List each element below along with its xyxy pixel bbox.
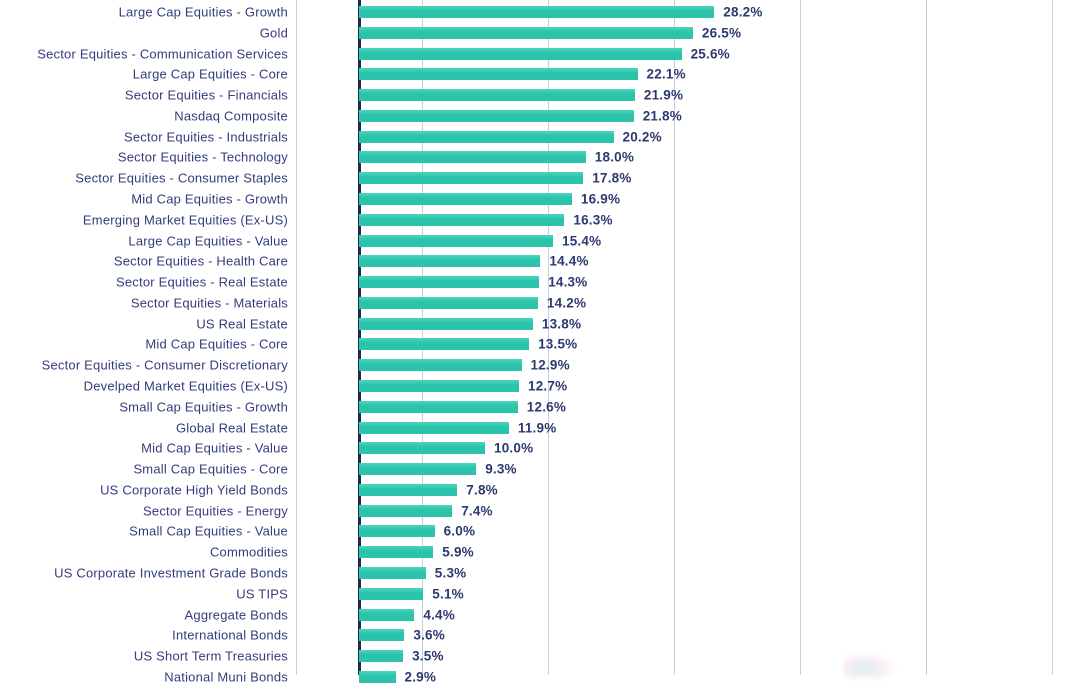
bar (359, 567, 426, 579)
category-label: Sector Equities - Technology (117, 149, 288, 165)
value-label: 14.3% (548, 274, 588, 290)
bar-row (0, 147, 1080, 168)
bar-row (0, 293, 1080, 314)
bar-row (0, 22, 1080, 43)
category-label: US Corporate High Yield Bonds (100, 482, 288, 498)
bar-row (0, 209, 1080, 230)
bar-row (0, 500, 1080, 521)
category-label: Sector Equities - Energy (143, 503, 288, 519)
bar (359, 276, 539, 288)
category-label: Sector Equities - Financials (124, 87, 288, 103)
bar (359, 68, 638, 80)
value-label: 21.9% (643, 87, 684, 103)
bar-row (0, 64, 1080, 85)
value-label: 16.9% (580, 191, 621, 207)
bar (359, 89, 635, 101)
value-label: 7.4% (461, 503, 493, 519)
value-label: 25.6% (690, 46, 730, 62)
value-label: 7.8% (466, 482, 498, 498)
value-label: 13.8% (541, 316, 582, 332)
bar-row (0, 480, 1080, 501)
category-label: US TIPS (236, 586, 288, 602)
bar-row (0, 625, 1080, 646)
category-label: Develped Market Equities (Ex-US) (83, 378, 288, 394)
bar-row (0, 85, 1080, 106)
value-label: 3.6% (413, 627, 445, 643)
bar-row (0, 189, 1080, 210)
bar-row (0, 126, 1080, 147)
value-label: 26.5% (701, 25, 742, 41)
bar (359, 297, 538, 309)
bar (359, 172, 583, 184)
bar (359, 401, 518, 413)
bar-row (0, 106, 1080, 127)
bar (359, 131, 614, 143)
value-label: 28.2% (723, 4, 763, 20)
value-label: 12.7% (528, 378, 568, 394)
category-label: Sector Equities - Communication Services (37, 46, 288, 62)
bar (359, 6, 714, 18)
category-label: Mid Cap Equities - Value (141, 440, 288, 456)
value-label: 12.9% (530, 357, 570, 373)
category-label: Commodities (209, 544, 288, 560)
bar-row (0, 438, 1080, 459)
bar-row (0, 2, 1080, 23)
bar (359, 525, 435, 537)
category-label: Global Real Estate (176, 420, 288, 436)
bar-row (0, 376, 1080, 397)
watermark-smudge (843, 654, 895, 678)
bar (359, 442, 485, 454)
category-label: Sector Equities - Consumer Discretionary (41, 357, 288, 373)
bar (359, 359, 522, 371)
category-label: US Corporate Investment Grade Bonds (54, 565, 288, 581)
value-label: 5.9% (442, 544, 474, 560)
value-label: 2.9% (404, 669, 437, 685)
bar-row (0, 230, 1080, 251)
bar (359, 48, 682, 60)
value-label: 20.2% (622, 129, 662, 145)
bar (359, 193, 572, 205)
category-label: Small Cap Equities - Core (133, 461, 288, 477)
bar-row (0, 542, 1080, 563)
category-label: Aggregate Bonds (184, 607, 288, 623)
category-label: Small Cap Equities - Growth (119, 399, 288, 415)
value-label: 12.6% (526, 399, 567, 415)
bar (359, 318, 533, 330)
bar (359, 27, 693, 39)
bar (359, 546, 433, 558)
bar-row (0, 355, 1080, 376)
value-label: 6.0% (443, 523, 476, 539)
value-label: 18.0% (594, 149, 635, 165)
bar (359, 151, 586, 163)
bar (359, 671, 396, 683)
value-label: 14.4% (549, 253, 589, 269)
category-label: Sector Equities - Industrials (123, 129, 288, 145)
bar-row (0, 272, 1080, 293)
category-label: Mid Cap Equities - Growth (131, 191, 288, 207)
value-label: 10.0% (494, 440, 534, 456)
category-label: US Real Estate (196, 316, 288, 332)
bar (359, 629, 404, 641)
category-label: US Short Term Treasuries (133, 648, 288, 664)
value-label: 13.5% (538, 336, 578, 352)
bar (359, 650, 403, 662)
bar-row (0, 417, 1080, 438)
bar-row (0, 396, 1080, 417)
category-label: Mid Cap Equities - Core (145, 336, 288, 352)
bar (359, 505, 452, 517)
bar-row (0, 43, 1080, 64)
bar (359, 255, 540, 267)
value-label: 17.8% (592, 170, 632, 186)
value-label: 15.4% (562, 233, 602, 249)
bar (359, 110, 634, 122)
bar-row (0, 646, 1080, 667)
category-label: Sector Equities - Health Care (113, 253, 288, 269)
bar-row (0, 604, 1080, 625)
bar-row (0, 251, 1080, 272)
category-label: Large Cap Equities - Growth (118, 4, 288, 20)
value-label: 14.2% (546, 295, 587, 311)
bar (359, 422, 509, 434)
category-label: International Bonds (172, 627, 288, 643)
value-label: 4.4% (423, 607, 455, 623)
category-label: Small Cap Equities - Value (129, 523, 288, 539)
value-label: 22.1% (646, 66, 686, 82)
category-label: Sector Equities - Consumer Staples (75, 170, 288, 186)
bar (359, 588, 423, 600)
value-label: 9.3% (485, 461, 517, 477)
bar (359, 484, 457, 496)
value-label: 5.1% (432, 586, 464, 602)
bar (359, 214, 564, 226)
bar-row (0, 313, 1080, 334)
category-label: Sector Equities - Real Estate (116, 274, 288, 290)
category-label: Nasdaq Composite (174, 108, 288, 124)
category-label: Sector Equities - Materials (130, 295, 288, 311)
bar-row (0, 563, 1080, 584)
value-label: 16.3% (573, 212, 613, 228)
bar (359, 609, 414, 621)
bar-row (0, 667, 1080, 687)
category-label: National Muni Bonds (164, 669, 288, 685)
bar (359, 380, 519, 392)
value-label: 11.9% (517, 420, 557, 436)
category-label: Gold (259, 25, 288, 41)
bar-row (0, 583, 1080, 604)
value-label: 21.8% (642, 108, 682, 124)
bar (359, 338, 529, 350)
bar-row (0, 334, 1080, 355)
bar-row (0, 521, 1080, 542)
value-label: 3.5% (412, 648, 444, 664)
category-label: Large Cap Equities - Value (128, 233, 288, 249)
value-label: 5.3% (434, 565, 467, 581)
bar-row (0, 168, 1080, 189)
category-label: Large Cap Equities - Core (132, 66, 288, 82)
bar-row (0, 459, 1080, 480)
category-label: Emerging Market Equities (Ex-US) (82, 212, 288, 228)
bar (359, 235, 553, 247)
bar (359, 463, 476, 475)
